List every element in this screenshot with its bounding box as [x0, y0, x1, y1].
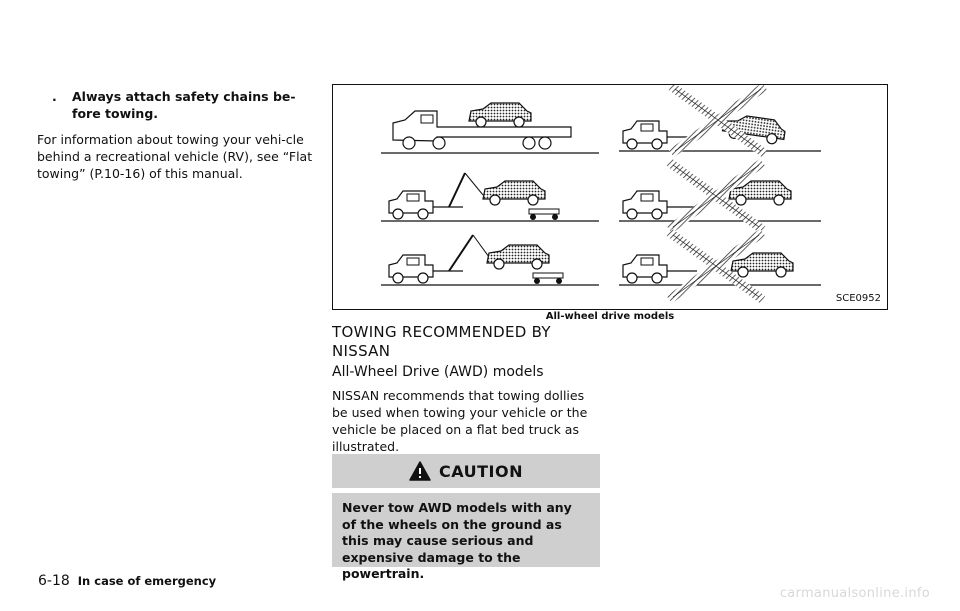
figure-caption: All-wheel drive models: [545, 311, 675, 322]
bullet-text: Always attach safety chains be-fore towing.: [72, 89, 296, 121]
forbidden-tow-row-2: [619, 165, 821, 227]
page-footer: [38, 573, 216, 589]
forbidden-tow-row-3: [619, 235, 821, 297]
section-heading: TOWING RECOMMENDED BY NISSAN: [332, 323, 551, 360]
towing-illustration: [332, 84, 888, 310]
caution-title: CAUTION: [439, 461, 523, 481]
flatbed-truck-row: [381, 103, 599, 153]
watermark: carmanualsonline.info: [779, 586, 930, 601]
safety-chain-bullet: [44, 88, 312, 122]
forbidden-tow-row-1: [619, 89, 821, 151]
bullet-marker: .: [52, 89, 57, 104]
dolly-tow-row-2: [381, 235, 599, 285]
warning-triangle-icon: [409, 461, 431, 481]
rv-towing-paragraph: For information about towing your vehi-cle behind a recreational vehicle (RV), see “Flat towing” (P.10-16) of this manual.: [37, 132, 313, 181]
section-subheading: All-Wheel Drive (AWD) models: [332, 364, 544, 380]
caution-header: [332, 454, 600, 488]
page-number: 6-18: [38, 573, 70, 589]
dolly-tow-row: [381, 173, 599, 221]
towing-diagram-svg: [333, 85, 889, 311]
figure-code: SCE0952: [835, 293, 881, 304]
caution-text: Never tow AWD models with any of the wheels on the ground as this may cause serious and expensive damage to the powertrain.: [332, 493, 600, 567]
towing-recommendation-paragraph: NISSAN recommends that towing dollies be used when towing your vehicle or the vehicle be placed on a flat bed truck as illustrated.: [332, 388, 588, 454]
footer-section-title: In case of emergency: [77, 574, 217, 588]
